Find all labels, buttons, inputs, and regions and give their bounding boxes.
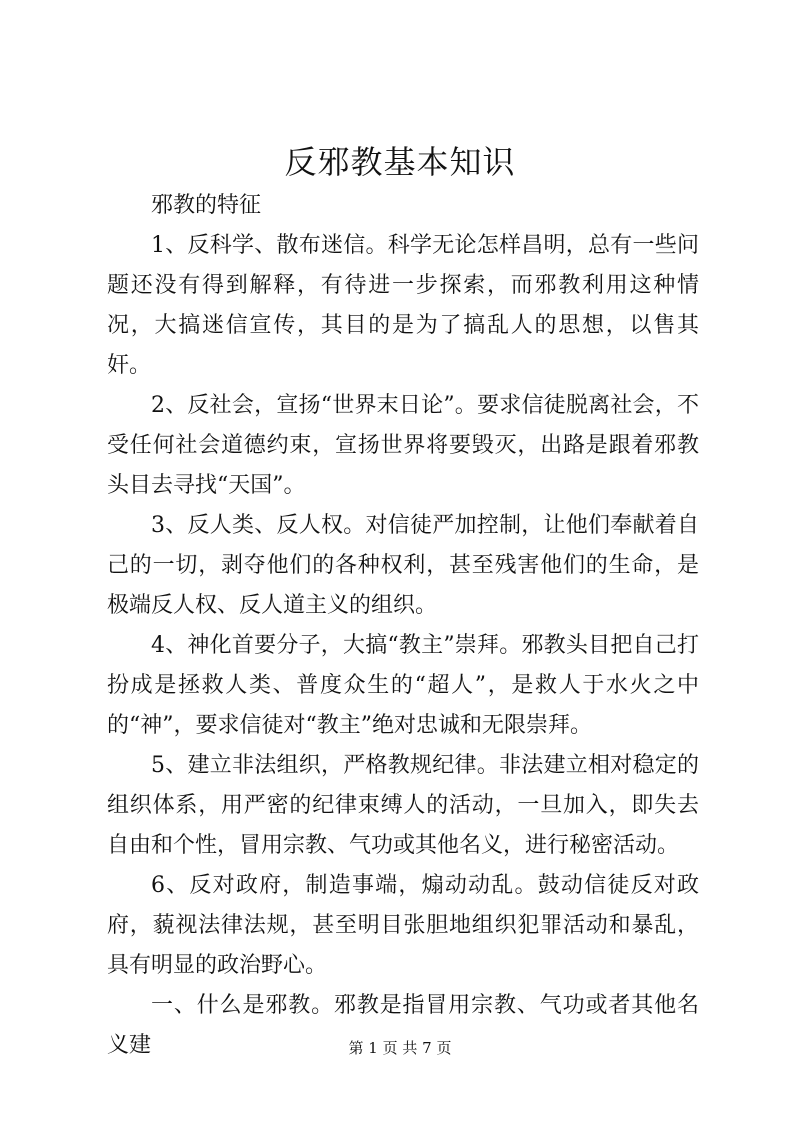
- paragraph-5: 5、建立非法组织，严格教规纪律。非法建立相对稳定的组织体系，用严密的纪律束缚人的活动，一旦加入，即失去自由和个性，冒用宗教、气功或其他名义，进行秘密活动。: [107, 753, 699, 858]
- paragraph-1: 1、反科学、散布迷信。科学无论怎样昌明，总有一些问题还没有得到解释，有待进一步探索，而邪教利用这种情况，大搞迷信宣传，其目的是为了搞乱人的思想，以售其奸。: [107, 233, 699, 378]
- paragraph-7: 一、什么是邪教。邪教是指冒用宗教、气功或者其他名义建: [107, 993, 699, 1058]
- page-footer: 第 1 页 共 7 页: [348, 1039, 452, 1057]
- document-title: 反邪教基本知识: [284, 143, 516, 181]
- paragraph-6: 6、反对政府，制造事端，煽动动乱。鼓动信徒反对政府，藐视法律法规，甚至明目张胆地组织犯罪活动和暴乱，具有明显的政治野心。: [107, 873, 699, 978]
- document-body: [107, 186, 699, 1066]
- paragraph-2: 2、反社会，宣扬“世界末日论”。要求信徒脱离社会，不受任何社会道德约束，宣扬世界将要毁灭，出路是跟着邪教头目去寻找“天国”。: [107, 393, 699, 498]
- paragraph-4: 4、神化首要分子，大搞“教主”崇拜。邪教头目把自己打扮成是拯救人类、普度众生的“超人”，是救人于水火之中的“神”，要求信徒对“教主”绝对忠诚和无限崇拜。: [107, 633, 699, 738]
- section-heading: 邪教的特征: [151, 193, 262, 218]
- paragraph-3: 3、反人类、反人权。对信徒严加控制，让他们奉献着自己的一切，剥夺他们的各种权利，甚至残害他们的生命，是极端反人权、反人道主义的组织。: [107, 513, 699, 618]
